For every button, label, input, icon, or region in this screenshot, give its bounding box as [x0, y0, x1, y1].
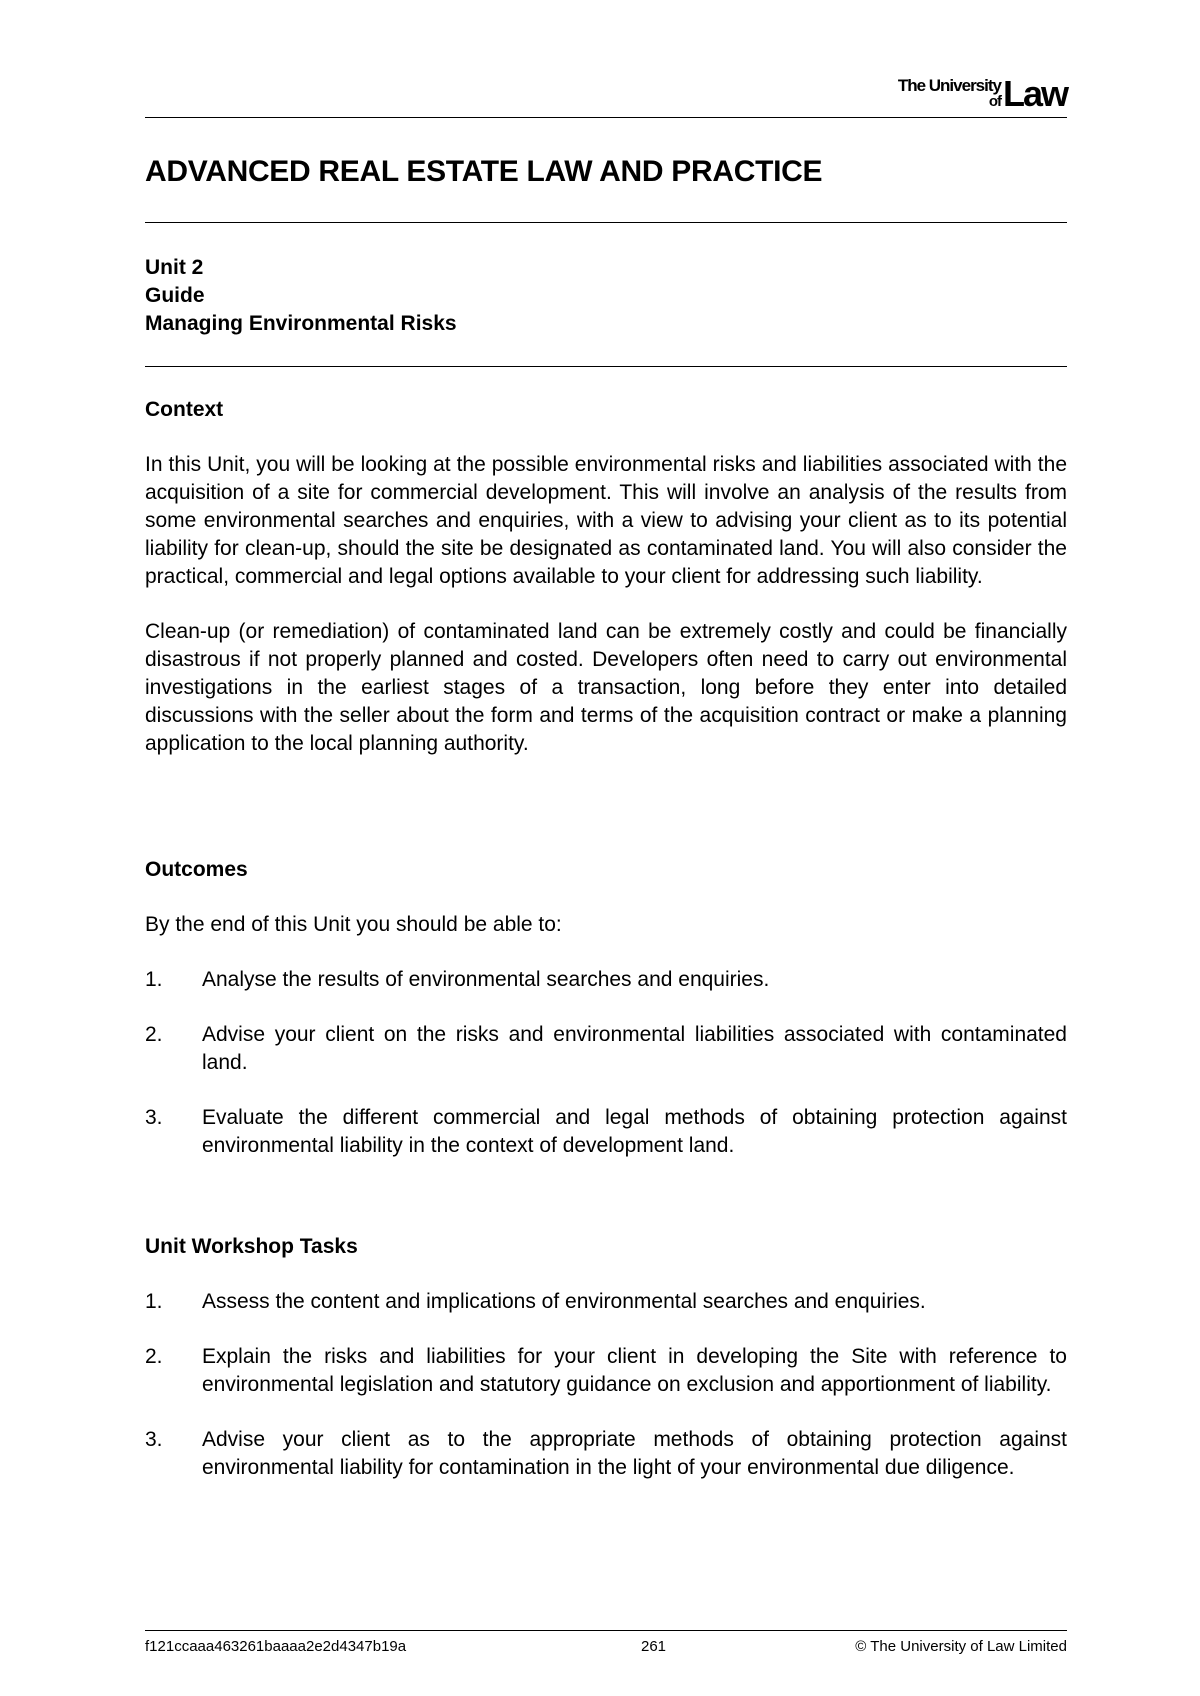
- document-title: ADVANCED REAL ESTATE LAW AND PRACTICE: [145, 155, 823, 188]
- unit-info: [145, 254, 457, 338]
- context-paragraph-2: Clean-up (or remediation) of contaminated land can be extremely costly and could be financially disastrous if not properly planned and costed. Developers often need to carry out environmental investigations in the earliest stages of a transaction, long before they enter into detailed discussions with the seller about the form and terms of the acquisition contract or make a planning application to the local planning authority.: [145, 620, 1067, 755]
- outcome-item: [145, 1104, 1067, 1160]
- outcome-number: 1.: [145, 968, 163, 991]
- outcome-number: 3.: [145, 1106, 163, 1129]
- task-item: [145, 1343, 1067, 1399]
- outcome-text: Analyse the results of environmental searches and enquiries.: [202, 968, 770, 991]
- outcome-text: Advise your client on the risks and environmental liabilities associated with contaminated land.: [202, 1023, 1067, 1074]
- task-item: [145, 1426, 1067, 1482]
- outcome-number: 2.: [145, 1023, 163, 1046]
- footer-page-number: 261: [641, 1638, 667, 1655]
- footer-document-id: f121ccaaa463261baaaa2e2d4347b19a: [145, 1638, 407, 1655]
- title-divider: [145, 222, 1067, 223]
- header-divider: [145, 117, 1067, 118]
- university-of-law-logo: [857, 70, 1067, 114]
- unit-number: Unit 2: [145, 256, 204, 279]
- logo-text-university: The University: [897, 76, 1001, 95]
- outcome-item: [145, 966, 1067, 994]
- task-text: Advise your client as to the appropriate methods of obtaining protection against environmental liability for contamination in the light of your environmental due diligence.: [202, 1428, 1067, 1479]
- logo-text-of: of: [988, 93, 1001, 110]
- unit-type: Guide: [145, 284, 205, 307]
- task-item: [145, 1288, 1067, 1316]
- outcome-item: [145, 1021, 1067, 1077]
- task-number: 2.: [145, 1345, 163, 1368]
- outcomes-intro: By the end of this Unit you should be able to:: [145, 913, 562, 936]
- outcome-text: Evaluate the different commercial and legal methods of obtaining protection against environmental liability in the context of development land.: [202, 1106, 1067, 1157]
- unit-name: Managing Environmental Risks: [145, 312, 457, 335]
- context-heading: Context: [145, 398, 224, 421]
- outcomes-section: [145, 856, 1067, 1160]
- workshop-tasks-heading: Unit Workshop Tasks: [145, 1235, 358, 1258]
- unit-divider: [145, 366, 1067, 367]
- outcomes-heading: Outcomes: [145, 858, 248, 881]
- footer-divider: [145, 1630, 1067, 1631]
- task-number: 1.: [145, 1290, 163, 1313]
- logo-text-law: Law: [1002, 73, 1067, 114]
- task-text: Assess the content and implications of environmental searches and enquiries.: [202, 1290, 926, 1313]
- context-paragraph-1: In this Unit, you will be looking at the possible environmental risks and liabilities associated with the acquisition of a site for commercial development. This will involve an analysis of the results from some environmental searches and enquiries, with a view to advising your client as to its potential liability for clean-up, should the site be designated as contaminated land. You will also consider the practical, commercial and legal options available to your client for addressing such liability.: [145, 453, 1067, 588]
- document-page: [145, 0, 1067, 1696]
- context-section: [145, 396, 1067, 758]
- footer-copyright: © The University of Law Limited: [855, 1638, 1067, 1655]
- task-text: Explain the risks and liabilities for your client in developing the Site with reference to environmental legislation and statutory guidance on exclusion and apportionment of liability.: [202, 1345, 1067, 1396]
- task-number: 3.: [145, 1428, 163, 1451]
- workshop-tasks-section: [145, 1233, 1067, 1482]
